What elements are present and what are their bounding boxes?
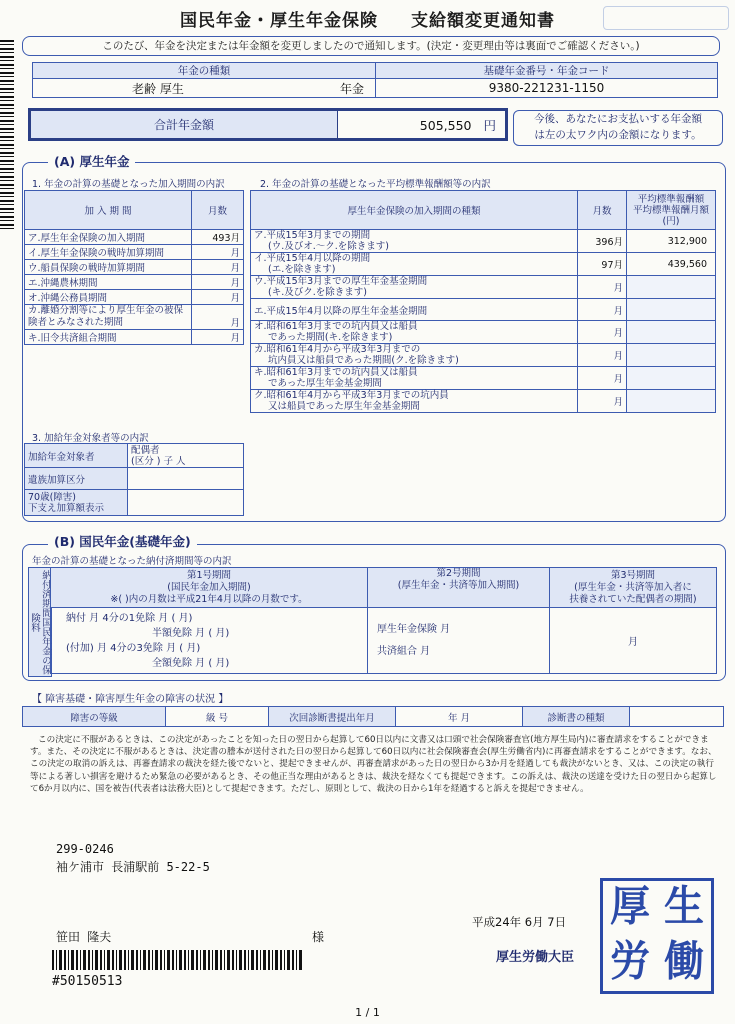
period1-header-1: 第1号期間 [186, 569, 232, 581]
period1-line: 全額免除 月 ( 月) [152, 657, 230, 669]
t1-row-label: カ.離婚分割等により厚生年金の被保険者とみなされた期間 [25, 305, 192, 330]
number-header: 基礎年金番号・年金コード [376, 63, 718, 79]
recipient-honorific: 様 [312, 930, 325, 944]
report-type-label: 診断書の種類 [523, 707, 630, 727]
disability-table [22, 706, 724, 727]
t2-row-label-2: であった厚生年金基金期間 [268, 378, 382, 389]
t2-row-label: エ.平成15年4月以降の厚生年金基金期間 [251, 299, 578, 321]
total-note-line1: 今後、あなたにお支払いする年金額 [534, 113, 702, 125]
t2-row-label-1: オ.昭和61年3月までの坑内員又は船員 [254, 321, 418, 332]
pension-number: 9380-221231-1150 [376, 79, 718, 98]
period3-header [550, 568, 717, 608]
period1-header-2: (国民年金加入期間) [167, 581, 251, 593]
t1-header-period: 加 入 期 間 [25, 191, 192, 230]
disability-title: 【 障害基礎・障害厚生年金の障害の状況 】 [32, 694, 229, 705]
seal-char: 働 [664, 937, 704, 987]
t2-row-months: 月 [578, 367, 627, 390]
t2-row-label [251, 321, 578, 344]
average-remuneration-table [250, 190, 716, 413]
disability-grade-value: 級 号 [166, 707, 269, 727]
t2-row-label-1: ア.平成15年3月までの期間 [254, 230, 371, 241]
t2-row-months: 月 [578, 344, 627, 367]
t3-r3-label [25, 490, 128, 516]
t1-header-months: 月数 [192, 191, 244, 230]
next-report-label: 次回診断書提出年月 [269, 707, 396, 727]
page-number: 1 / 1 [355, 1006, 380, 1019]
t2-row-months: 月 [578, 276, 627, 299]
section-a-sub1: 1. 年金の計算の基礎となった加入期間の内訳 [32, 179, 225, 190]
t2-row-months: 月 [578, 299, 627, 321]
postal-code: 299-0246 [56, 842, 114, 856]
period2-header-2: (厚生年金・共済等加入期間) [397, 580, 520, 591]
t2-row-amount [627, 390, 716, 413]
t2-row-label-1: ク.昭和61年4月から平成3年3月までの坑内員 [254, 390, 449, 401]
t2-header-avg1: 平均標準報酬額 [637, 193, 705, 205]
period3-header-2: (厚生年金・共済等加入者に [574, 581, 692, 593]
t2-row-label [251, 253, 578, 276]
next-report-value: 年 月 [396, 707, 523, 727]
period3-header-1: 第3号期間 [610, 569, 656, 581]
title-right: 支給額変更通知書 [410, 11, 555, 31]
section-b-title: (B) 国民年金(基礎年金) [48, 532, 197, 550]
appeal-notice: この決定に不服があるときは、この決定があったことを知った日の翌日から起算して60日以内に文書又は口頭で社会保険審査官(地方厚生局内)に審査請求をすることができます。また、その決定に不服があるときは、決定書の謄本が送付された日の翌日から起算して60日以内に社会保険審査会(厚生労働省内)に再審査請求をすることができます。なお、この決定の取消の訴えは、再審査請求の裁決を経た後でないと、提起できませんが、再審査請求があった日の翌日から3か月を経過しても裁決がないとき、又は、この決定の執行等による著しい損害を避けるため緊急の必要があるとき、その他正当な理由があるときは、裁決を経なくても提起できます。この訴えは、裁決の送達を受けた日の翌日から起算して6か月以内に、国を被告(代表者は法務大臣)として提起できます。ただし、原則として、裁決の日から1年を経過すると訴えを提起できません。 [30, 735, 717, 794]
t2-row-amount [627, 321, 716, 344]
type-value: 老齢 厚生 [132, 81, 184, 96]
t2-row-label [251, 390, 578, 413]
t2-row-label-1: キ.昭和61年3月までの坑内員又は船員 [254, 367, 418, 378]
t1-row-label: ア.厚生年金保険の加入期間 [25, 230, 192, 245]
period1-line: 半額免除 月 ( 月) [152, 627, 230, 639]
total-amount-table [28, 108, 508, 141]
t1-row-value: 月 [192, 275, 244, 290]
total-label: 合計年金額 [30, 110, 338, 140]
side-barcode [0, 40, 14, 230]
t1-row-label: エ.沖縄農林期間 [25, 275, 192, 290]
t1-row-value: 月 [192, 305, 244, 330]
period3-value: 月 [550, 608, 717, 674]
enrollment-period-table [24, 190, 244, 345]
section-a-title: (A) 厚生年金 [48, 152, 135, 170]
period2-values [368, 608, 550, 674]
t2-row-label-1: カ.昭和61年4月から平成3年3月までの [254, 344, 421, 355]
total-unit: 円 [483, 117, 496, 133]
period1-line: (付加) 月 4分の3免除 月 ( 月) [66, 642, 201, 654]
t3-r2-value [128, 468, 244, 490]
period1-line: 納付 月 4分の1免除 月 ( 月) [66, 612, 193, 624]
t2-header-average [627, 191, 716, 230]
t1-row-value: 493月 [192, 230, 244, 245]
section-b-sub: 年金の計算の基礎となった納付済期間等の内訳 [32, 556, 232, 567]
period2-line: 共済組合 月 [377, 645, 431, 657]
t1-row-value: 月 [192, 260, 244, 275]
corner-stamp-area [603, 6, 729, 30]
t1-row-value: 月 [192, 290, 244, 305]
t2-row-months: 396月 [578, 230, 627, 253]
period2-header-1: 第2号期間 [436, 568, 481, 579]
official-seal [600, 878, 714, 994]
t3-r2-label: 遺族加算区分 [25, 468, 128, 490]
type-cell [33, 79, 376, 98]
period2-header [368, 568, 550, 608]
t2-row-label [251, 276, 578, 299]
t2-row-amount [627, 367, 716, 390]
t2-row-amount: 312,900 [627, 230, 716, 253]
type-suffix: 年金 [339, 81, 364, 96]
intro-text: このたび、年金を決定または年金額を変更しましたので通知します。(決定・変更理由等は裏面でご確認ください。) [22, 36, 720, 56]
t2-row-label-2: (キ.及びク.を除きます) [268, 287, 367, 298]
t3-r1-v1: 配偶者 [131, 444, 160, 456]
address-line: 袖ケ浦市 長浦駅前 5-22-5 [56, 860, 210, 874]
t2-row-amount: 439,560 [627, 253, 716, 276]
t1-row-label: イ.厚生年金保険の戦時加算期間 [25, 245, 192, 260]
t2-row-amount [627, 299, 716, 321]
t2-row-label-2: 坑内員又は船員であった期間(ク.を除きます) [268, 355, 459, 366]
contribution-period-table [50, 567, 717, 674]
t2-header-avg2: 平均標準報酬月額 [632, 204, 709, 216]
seal-char: 生 [664, 882, 704, 932]
t2-row-months: 月 [578, 321, 627, 344]
t2-row-label-2: 又は船員であった厚生年金基金期間 [268, 401, 420, 412]
type-header: 年金の種類 [33, 63, 376, 79]
report-type-value [630, 707, 724, 727]
title-left: 国民年金・厚生年金保険 [180, 11, 379, 31]
t2-header-months: 月数 [578, 191, 627, 230]
period1-header-3: ※( )内の月数は平成21年4月以降の月数です。 [110, 593, 308, 605]
t2-row-label [251, 344, 578, 367]
section-a-sub2: 2. 年金の計算の基礎となった平均標準報酬額等の内訳 [260, 179, 491, 190]
t1-row-value: 月 [192, 330, 244, 345]
seal-char: 厚 [610, 882, 650, 932]
t2-row-amount [627, 344, 716, 367]
issue-date: 平成24年 6月 7日 [472, 915, 567, 929]
t2-row-label-1: ウ.平成15年3月までの厚生年金基金期間 [254, 276, 428, 287]
recipient-name: 笹田 隆夫 [56, 930, 112, 944]
section-b-side-label: 納付済期間国民年金の保険料 [28, 567, 52, 677]
t3-r3-label1: 70歳(障害) [28, 491, 77, 503]
t2-header-type: 厚生年金保険の加入期間の種類 [251, 191, 578, 230]
t2-row-months: 月 [578, 390, 627, 413]
t3-r3-value [128, 490, 244, 516]
t3-r1-v2: (区分 ) 子 人 [131, 455, 186, 467]
t2-row-label-2: (ウ.及びオ.～ク.を除きます) [268, 241, 389, 252]
seal-char: 労 [610, 937, 650, 987]
t1-row-label: オ.沖縄公務員期間 [25, 290, 192, 305]
t2-header-unit: (円) [662, 215, 680, 227]
t3-r3-label2: 下支え加算額表示 [28, 502, 105, 514]
period3-header-3: 扶養されていた配偶者の期間) [569, 593, 697, 605]
customer-code: #50150513 [52, 974, 123, 989]
period1-values [51, 608, 368, 674]
total-cell [338, 110, 507, 140]
t3-r1-label: 加給年金対象者 [25, 444, 128, 468]
period1-header [51, 568, 368, 608]
pension-type-table [32, 62, 718, 98]
disability-grade-label: 障害の等級 [23, 707, 166, 727]
t3-r1-value [128, 444, 244, 468]
period2-line: 厚生年金保険 月 [377, 623, 451, 635]
t1-row-label: ウ.船員保険の戦時加算期間 [25, 260, 192, 275]
t1-row-value: 月 [192, 245, 244, 260]
postal-barcode [52, 950, 302, 970]
t1-row-label: キ.旧令共済組合期間 [25, 330, 192, 345]
issuer: 厚生労働大臣 [496, 950, 575, 965]
total-value: 505,550 [419, 117, 472, 133]
t2-row-label [251, 367, 578, 390]
section-a-sub3: 3. 加給年金対象者等の内訳 [32, 433, 149, 444]
t2-row-label [251, 230, 578, 253]
total-note [513, 110, 723, 146]
t2-row-amount [627, 276, 716, 299]
additional-pension-table [24, 443, 244, 516]
t2-row-months: 97月 [578, 253, 627, 276]
t2-row-label-2: であった期間(キ.を除きます) [268, 332, 393, 343]
t2-row-label-2: (エ.を除きます) [268, 264, 336, 275]
total-note-line2: は左の太ワク内の金額になります。 [534, 129, 702, 141]
t2-row-label-1: イ.平成15年4月以降の期間 [254, 253, 371, 264]
